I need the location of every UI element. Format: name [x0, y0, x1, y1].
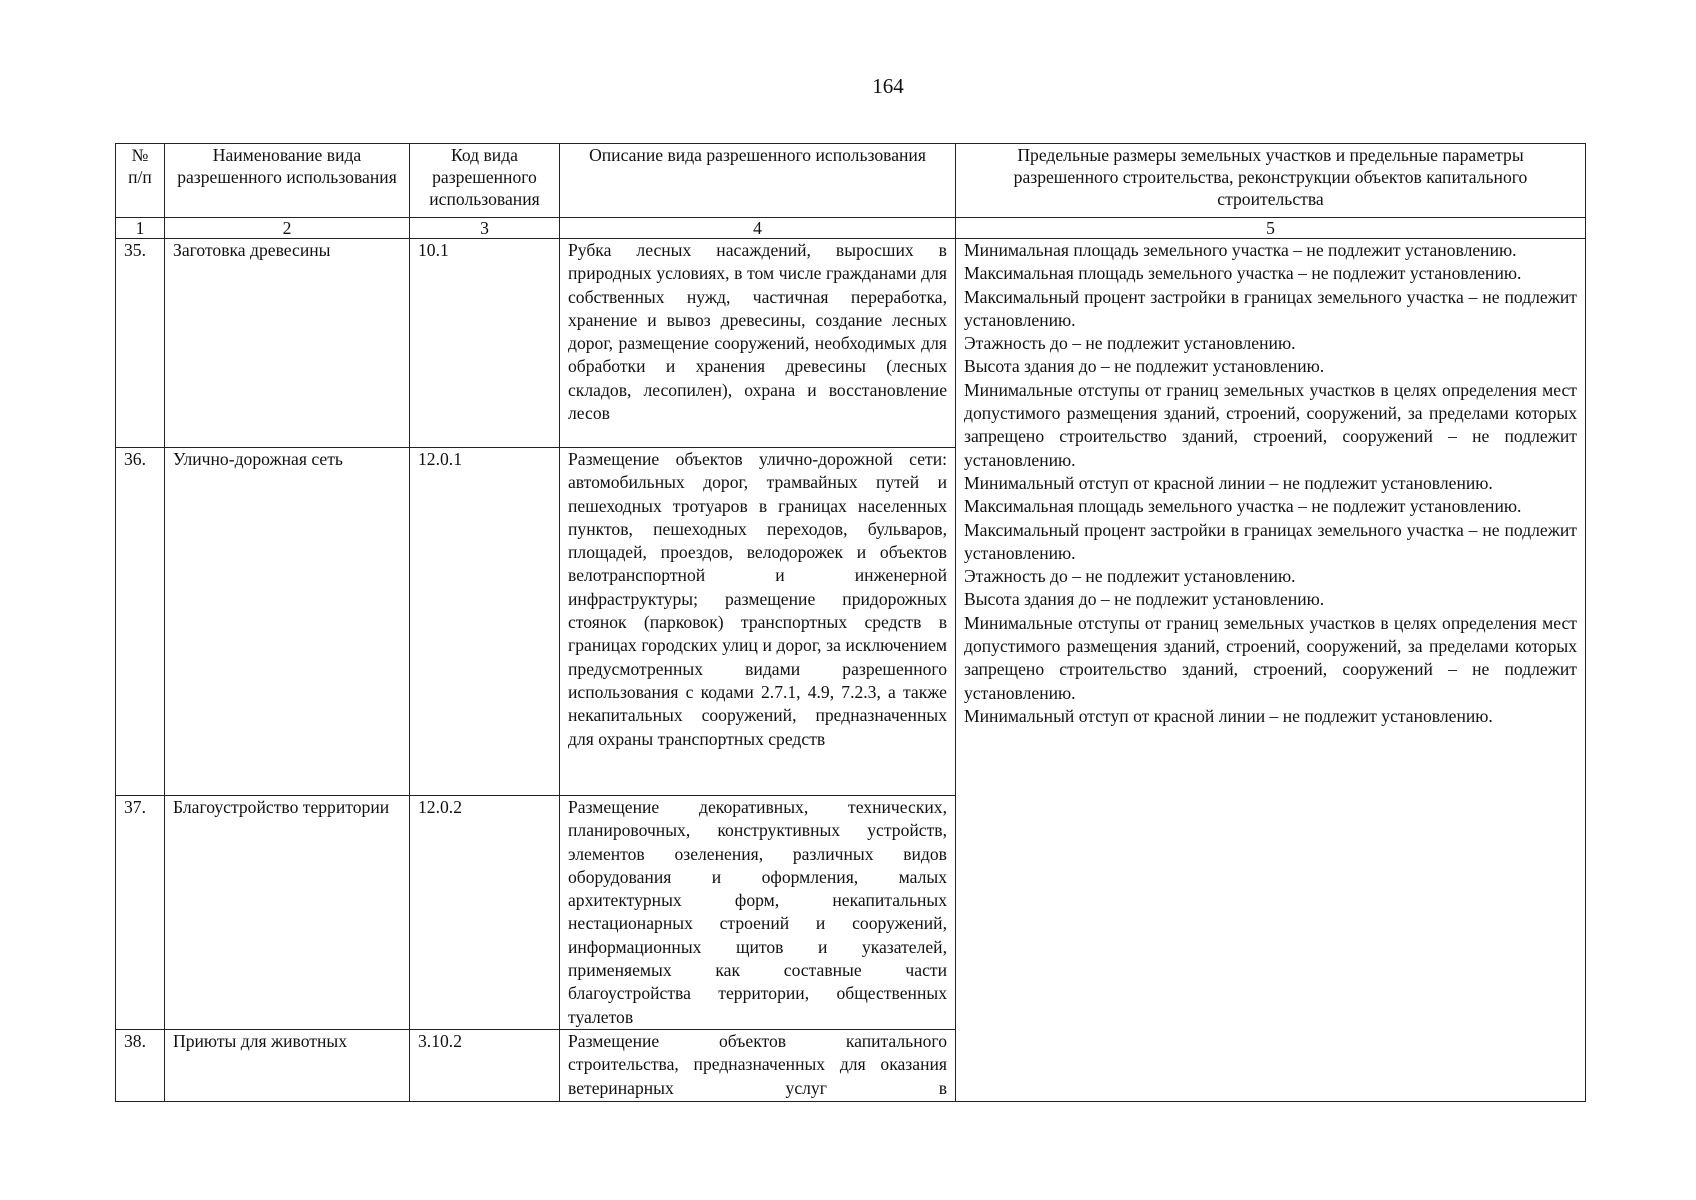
- requirement-line: Максимальная площадь земельного участка – не подлежит установлению.: [964, 496, 1522, 517]
- row-number: 35.: [116, 239, 165, 448]
- row-number: 36.: [116, 448, 165, 796]
- column-number: 5: [956, 218, 1586, 239]
- header-use-code: Код вида разрешенного использования: [410, 144, 560, 218]
- header-use-name: Наименование вида разрешенного использования: [165, 144, 410, 218]
- use-name: Приюты для животных: [165, 1029, 410, 1101]
- column-number: 3: [410, 218, 560, 239]
- use-name: Благоустройство территории: [165, 796, 410, 1030]
- requirement-line: Высота здания до – не подлежит установлению.: [964, 356, 1325, 377]
- requirement-line: Этажность до – не подлежит установлению.: [964, 333, 1296, 354]
- column-number: 1: [116, 218, 165, 239]
- use-code: 12.0.2: [410, 796, 560, 1030]
- use-code: 3.10.2: [410, 1029, 560, 1101]
- requirement-line: Этажность до – не подлежит установлению.: [964, 566, 1296, 587]
- use-name: Заготовка древесины: [165, 239, 410, 448]
- column-number-row: [116, 218, 1586, 239]
- row-number: 38.: [116, 1029, 165, 1101]
- header-use-description: Описание вида разрешенного использования: [560, 144, 956, 218]
- column-number: 2: [165, 218, 410, 239]
- header-number: № п/п: [116, 144, 165, 218]
- use-code: 10.1: [410, 239, 560, 448]
- requirement-line: Максимальный процент застройки в границах земельного участка – не подлежит установлению.: [964, 286, 1577, 330]
- header-limit-parameters: Предельные размеры земельных участков и предельные параметры разрешенного строительства, реконструкции объектов капитального строительства: [956, 144, 1586, 218]
- land-use-table: [115, 143, 1586, 1102]
- requirement-line: Минимальные отступы от границ земельных участков в целях определения мест допустимого размещения зданий, строений, сооружений, за пределами которых запрещено строительство зданий, строений, сооружений – не подлежит установлению.: [964, 379, 1577, 470]
- requirement-line: Высота здания до – не подлежит установлению.: [964, 589, 1325, 610]
- requirement-line: Минимальный отступ от красной линии – не подлежит установлению.: [964, 472, 1493, 493]
- requirement-line: Минимальные отступы от границ земельных участков в целях определения мест допустимого размещения зданий, строений, сооружений, за пределами которых запрещено строительство зданий, строений, сооружений – не подлежит установлению.: [964, 612, 1577, 703]
- column-number: 4: [560, 218, 956, 239]
- row-number: 37.: [116, 796, 165, 1030]
- use-description: Размещение декоративных, технических, планировочных, конструктивных устройств, элементов озеленения, различных видов оборудования и оформления, малых архитектурных форм, некапитальных нестационарных строений и сооружений, информационных щитов и указателей, применяемых как составные части благоустройства территории, общественных туалетов: [560, 796, 956, 1030]
- use-description: Размещение объектов капитального строительства, предназначенных для оказания ветеринарных услуг в: [560, 1029, 956, 1101]
- requirement-line: Минимальная площадь земельного участка – не подлежит установлению.: [964, 240, 1517, 260]
- page-number: 164: [872, 74, 904, 98]
- limit-parameters-cell: [956, 239, 1586, 1102]
- requirement-line: Минимальный отступ от красной линии – не подлежит установлению.: [964, 705, 1493, 726]
- use-description: Рубка лесных насаждений, выросших в природных условиях, в том числе гражданами для собственных нужд, частичная переработка, хранение и вывоз древесины, создание лесных дорог, размещение сооружений, необходимых для обработки и хранения древесины (лесных складов, лесопилен), охрана и восстановление лесов: [560, 239, 956, 448]
- table-header-row: [116, 144, 1586, 218]
- table-row: [116, 239, 1586, 448]
- use-description: Размещение объектов улично-дорожной сети: автомобильных дорог, трамвайных путей и пешеходных тротуаров в границах населенных пунктов, пешеходных переходов, бульваров, площадей, проездов, велодорожек и объектов велотранспортной и инженерной инфраструктуры; размещение придорожных стоянок (парковок) транспортных средств в границах городских улиц и дорог, за исключением предусмотренных видами разрешенного использования с кодами 2.7.1, 4.9, 7.2.3, а также некапитальных сооружений, предназначенных для охраны транспортных средств: [560, 448, 956, 796]
- requirement-line: Максимальный процент застройки в границах земельного участка – не подлежит установлению.: [964, 519, 1577, 563]
- use-code: 12.0.1: [410, 448, 560, 796]
- requirement-line: Максимальная площадь земельного участка – не подлежит установлению.: [964, 263, 1522, 284]
- use-name: Улично-дорожная сеть: [165, 448, 410, 796]
